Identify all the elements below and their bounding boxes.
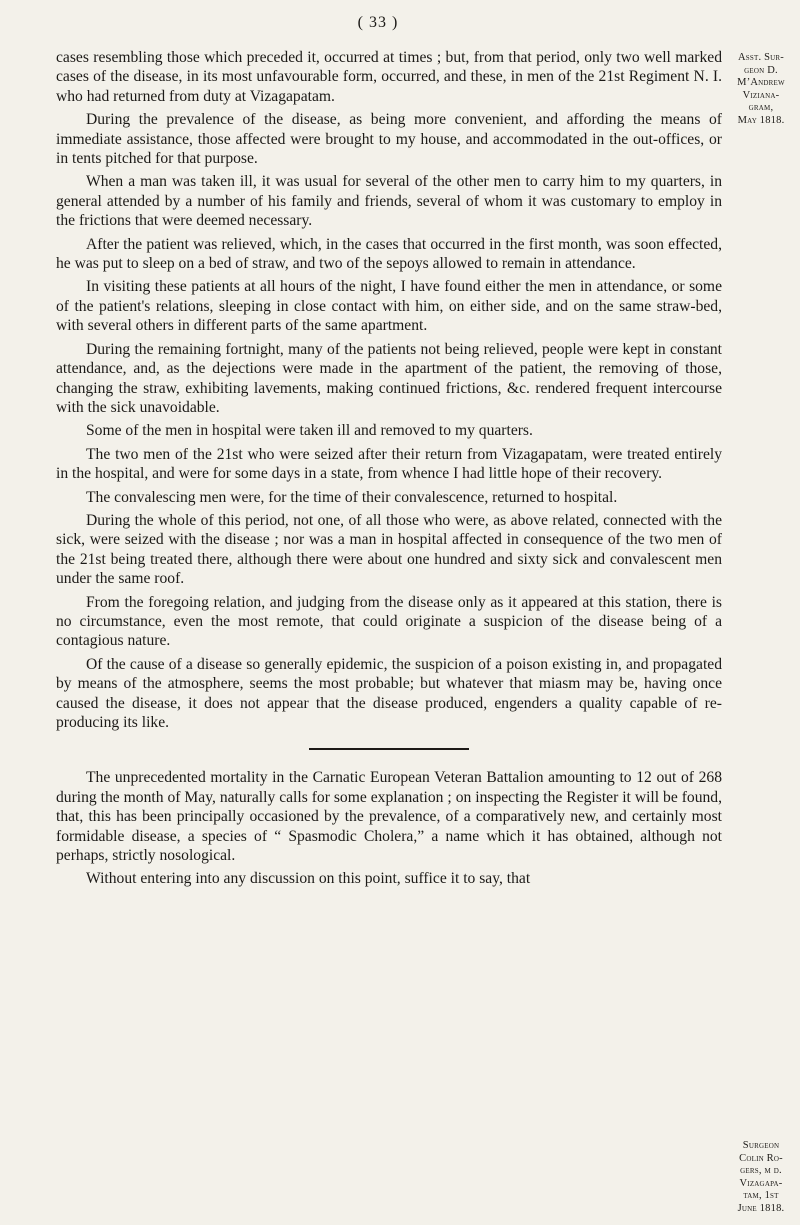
margin-note-line: May 1818. — [737, 114, 785, 126]
section2-paragraph-1: The unprecedented mortality in the Carnatic European Veteran Battalion amounting to 12 out of 268 during the month of May, naturally calls for some explanation ; on inspecting the Register it will be found, that, this has been principally occasioned by the prevalence, of a comparatively new, and certainly most formidable disease, a species of “ Spasmodic Cholera,” a name which it has obtained, although not perhaps, strictly nosological. — [56, 769, 722, 865]
margin-note-line: M’Andrew — [737, 77, 785, 88]
paragraph-2: During the prevalence of the disease, as being more convenient, and affording the means of immediate assistance, those affected were brought to my house, and accommodated in the out-offices, or in tents pitched for that purpose. — [56, 111, 722, 168]
margin-note-line: gram, — [748, 102, 774, 113]
margin-note-line: Viziana- — [742, 89, 780, 101]
margin-note-line: Surgeon — [742, 1140, 780, 1151]
paragraph-11: From the foregoing relation, and judging from the disease only as it appeared at this station, there is no circumstance, even the most remote, that could originate a suspicion of the disease being of a contagious nature. — [56, 593, 722, 650]
section2-paragraph-2: Without entering into any discussion on this point, suffice it to say, that — [86, 870, 531, 888]
paragraph-4: After the patient was relieved, which, in the cases that occurred in the first month, was soon effected, he was put to sleep on a bed of straw, and two of the sepoys allowed to remain in attendance. — [56, 235, 722, 273]
margin-note-line: Asst. Sur- — [738, 52, 784, 63]
margin-note-line: geon D. — [744, 64, 778, 76]
margin-note-line: June 1818. — [737, 1202, 785, 1214]
paragraph-6: During the remaining fortnight, many of the patients not being relieved, people were kept in constant attendance, and, as the dejections were made in the apartment of the patient, the removing of those, changing the straw, exhibiting lavements, making continued frictions, &c. rendered frequent intercourse with the sick unavoidable. — [56, 340, 722, 416]
margin-note-author-1 — [728, 52, 794, 127]
margin-note-author-2 — [728, 1140, 794, 1215]
body-text — [56, 48, 722, 893]
page-number: ( 33 ) — [357, 14, 399, 31]
margin-note-line: Colin Ro- — [739, 1152, 783, 1164]
paragraph-12: Of the cause of a disease so generally epidemic, the suspicion of a poison existing in, and propagated by means of the atmosphere, seems the most probable; but whatever that miasm may be, having once caused the disease, it does not appear that the disease produced, engenders a quality capable of re-producing its like. — [56, 655, 722, 731]
paragraph-8: The two men of the 21st who were seized after their return from Vizagapatam, were treated entirely in the hospital, and were for some days in a state, from whence I had little hope of their recovery. — [56, 445, 722, 483]
margin-note-line: gers, m d. — [740, 1165, 782, 1176]
paragraph-3: When a man was taken ill, it was usual for several of the other men to carry him to my quarters, in general attended by a number of his family and friends, several of whom it was customary to employ in the frictions that were deemed necessary. — [56, 173, 722, 230]
paragraph-1: cases resembling those which preceded it, occurred at times ; but, from that period, only two well marked cases of the disease, in its most unfavourable form, occurred, and these, in men of the 21st Regiment N. I. who had returned from duty at Vizagapatam. — [56, 49, 722, 105]
margin-note-line: Vizagapa- — [739, 1177, 783, 1189]
section-divider — [309, 748, 469, 750]
margin-note-line: tam, 1st — [743, 1190, 779, 1201]
paragraph-9: The convalescing men were, for the time of their convalescence, returned to hospital. — [86, 488, 618, 506]
paragraph-10: During the whole of this period, not one, of all those who were, as above related, connected with the sick, were seized with the disease ; nor was a man in hospital affected in consequence of the two men of the 21st being treated there, although there were about one hundred and sixty sick and convalescent men under the same roof. — [56, 511, 722, 588]
paragraph-5: In visiting these patients at all hours of the night, I have found either the men in attendance, or some of the patient's relations, sleeping in close contact with him, on either side, and on the same straw-bed, with several others in different parts of the same apartment. — [56, 278, 722, 335]
paragraph-7: Some of the men in hospital were taken ill and removed to my quarters. — [86, 422, 533, 440]
